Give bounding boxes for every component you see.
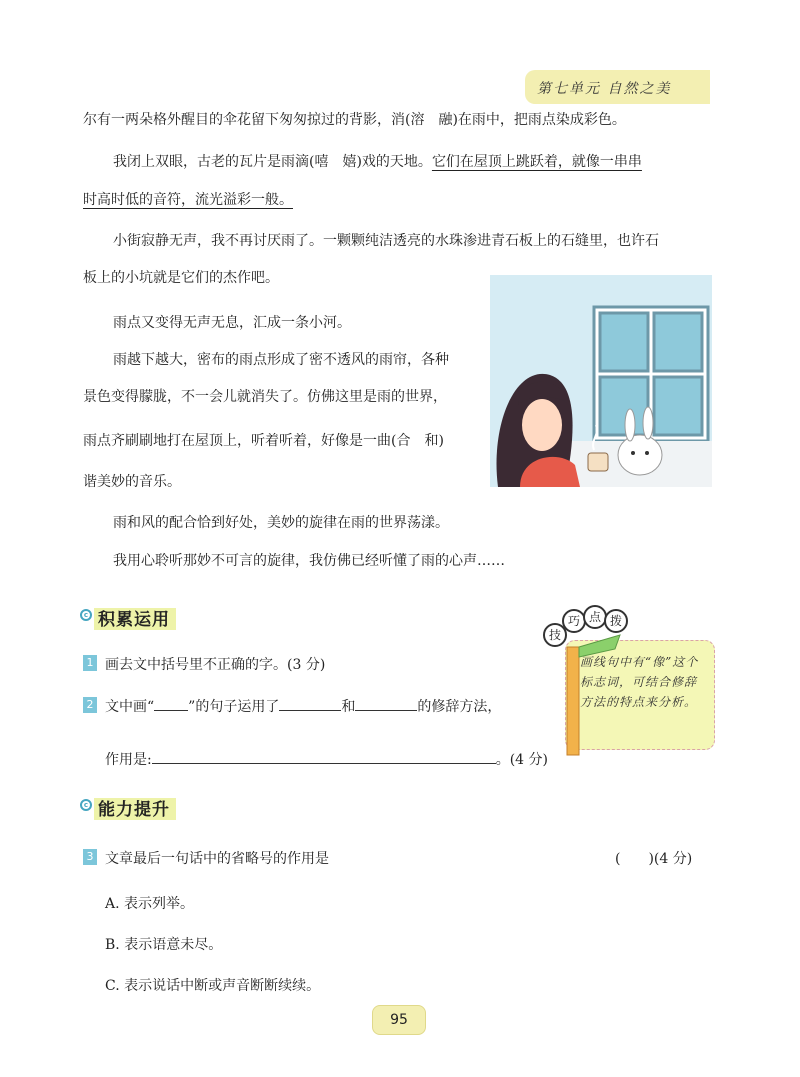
q2-text-d: 的修辞方法，	[417, 699, 502, 715]
unit-label: 第七单元 自然之美	[537, 81, 672, 97]
question-number: 1	[83, 655, 97, 671]
section-title: 积累运用	[98, 610, 170, 630]
underlined-sentence-b: 时高时低的音符，流光溢彩一般。	[83, 192, 293, 208]
answer-blank-2[interactable]	[355, 696, 417, 711]
question-3: 文章最后一句话中的省略号的作用是	[105, 851, 329, 867]
answer-blank-1[interactable]	[279, 696, 341, 711]
page-number: 95	[372, 1005, 426, 1035]
q2-text-a: 文中画“	[105, 699, 155, 715]
underline-sample	[154, 696, 188, 711]
q2-text-b: ”的句子运用了	[188, 699, 280, 715]
q2-text-c: 和	[341, 699, 356, 715]
passage-p3-b: 板上的小坑就是它们的杰作吧。	[83, 270, 279, 286]
passage-p5-d: 谐美妙的音乐。	[83, 474, 181, 490]
question-2	[105, 696, 501, 716]
passage-p6: 雨和风的配合恰到好处，美妙的旋律在雨的世界荡漾。	[113, 515, 449, 531]
q2-effect-label: 作用是:	[105, 752, 152, 768]
rain-window-illustration	[490, 275, 712, 487]
tip-text: 画线句中有“像”这个标志词，可结合修辞方法的特点来分析。	[580, 655, 699, 709]
passage-p3-a: 小街寂静无声，我不再讨厌雨了。一颗颗纯洁透亮的水珠渗进青石板上的石缝里，也许石	[113, 233, 659, 249]
passage-p5-b: 景色变得朦胧，不一会儿就消失了。仿佛这里是雨的世界，	[83, 389, 447, 405]
q2-score: 。(4 分)	[495, 752, 548, 768]
passage-p7: 我用心聆听那妙不可言的旋律，我仿佛已经听懂了雨的心声……	[113, 553, 505, 569]
question-2-effect	[105, 749, 548, 769]
passage-p2-start: 我闭上双眼，古老的瓦片是雨滴(嘻 嬉)戏的天地。	[113, 154, 432, 170]
tip-badge-1: 技	[543, 623, 567, 647]
question-3-answer-paren[interactable]: ( )(4 分)	[615, 851, 693, 867]
answer-blank-effect[interactable]	[152, 749, 496, 764]
question-1: 画去文中括号里不正确的字。(3 分)	[105, 657, 326, 673]
tip-badge-2: 巧	[562, 609, 586, 633]
tip-badge-4: 拨	[604, 609, 628, 633]
passage-line-1: 尔有一两朵格外醒目的伞花留下匆匆掠过的背影，消(溶 融)在雨中，把雨点染成彩色。	[83, 112, 626, 128]
passage-p2	[113, 152, 642, 172]
section-title: 能力提升	[98, 800, 170, 820]
passage-p5-a: 雨越下越大，密布的雨点形成了密不透风的雨帘，各种	[113, 352, 449, 368]
passage-p5-c: 雨点齐刷刷地打在屋顶上，听着听着，好像是一曲(合 和)	[83, 433, 444, 449]
option-c: C. 表示说话中断或声音断断续续。	[105, 978, 321, 994]
section-marker-icon: c	[80, 799, 92, 811]
section-marker-icon: c	[80, 609, 92, 621]
option-b: B. 表示语意未尽。	[105, 937, 223, 953]
passage-p4: 雨点又变得无声无息，汇成一条小河。	[113, 315, 351, 331]
question-number: 3	[83, 849, 97, 865]
tip-badge-3: 点	[583, 605, 607, 629]
question-number: 2	[83, 697, 97, 713]
underlined-sentence-a: 它们在屋顶上跳跃着，就像一串串	[431, 154, 642, 170]
option-a: A. 表示列举。	[105, 896, 195, 912]
